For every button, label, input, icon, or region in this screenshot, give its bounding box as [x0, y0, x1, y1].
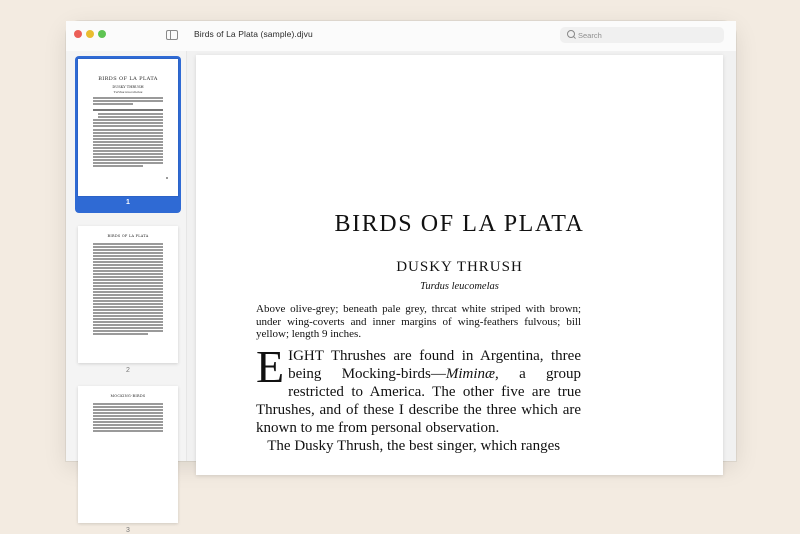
page-title: BIRDS OF LA PLATA [334, 211, 585, 237]
search-field[interactable] [560, 27, 724, 43]
search-icon [567, 30, 575, 38]
search-input[interactable] [578, 28, 718, 42]
document-canvas[interactable] [187, 51, 736, 461]
sidebar-toggle-icon[interactable] [166, 30, 178, 40]
page-subtitle: DUSKY THRUSH [396, 259, 523, 275]
minimize-window-button[interactable] [86, 30, 94, 38]
reader-window [66, 21, 736, 534]
body-text [256, 341, 582, 455]
close-window-button[interactable] [74, 30, 82, 38]
document-title: Birds of La Plata (sample).djvu [194, 29, 313, 39]
thumbnail-image [78, 386, 178, 523]
thumbnail-page-number: 2 [126, 367, 130, 374]
body-text-italic: Miminæ [445, 366, 496, 382]
thumbnail-subheading: DUSKY THRUSH [112, 85, 144, 89]
thumbnail-sidebar [66, 51, 187, 534]
drop-cap: E [256, 341, 285, 392]
page-thumbnail-3[interactable] [75, 386, 181, 534]
thumbnail-image [78, 226, 178, 363]
thumbnail-page-number: 3 [126, 527, 130, 534]
thumbnail-heading: BIRDS OF LA PLATA [98, 76, 158, 82]
body-text-part: , a group restricted to America. The other five are true Thrushes, and of these I describe the three which are known to me from personal observation. [256, 366, 582, 436]
species-description: Above olive-grey; beneath pale grey, thrcat white striped with brown; under wing-coverts and inner margins of wing-feathers fulvous; bill yellow; length 9 inches. [256, 303, 581, 340]
body-text-next: The Dusky Thrush, the best singer, which ranges [267, 438, 561, 454]
thumbnail-heading: MOCKING-BIRDS [110, 394, 146, 398]
thumbnail-latin: Turdus leucomelas [113, 90, 143, 94]
page-thumbnail-1[interactable] [75, 56, 181, 213]
thumbnail-heading: BIRDS OF LA PLATA [107, 234, 149, 238]
thumbnail-page-number: 1 [126, 199, 130, 206]
page-thumbnail-2[interactable] [75, 226, 181, 381]
title-bar [66, 21, 736, 51]
document-page [196, 55, 723, 475]
thumbnail-image [78, 59, 178, 196]
species-latin-name: Turdus leucomelas [420, 281, 499, 292]
zoom-window-button[interactable] [98, 30, 106, 38]
body-text-part: IGHT Thrushes are found in Argentina, three being Mocking-birds— [288, 348, 581, 382]
